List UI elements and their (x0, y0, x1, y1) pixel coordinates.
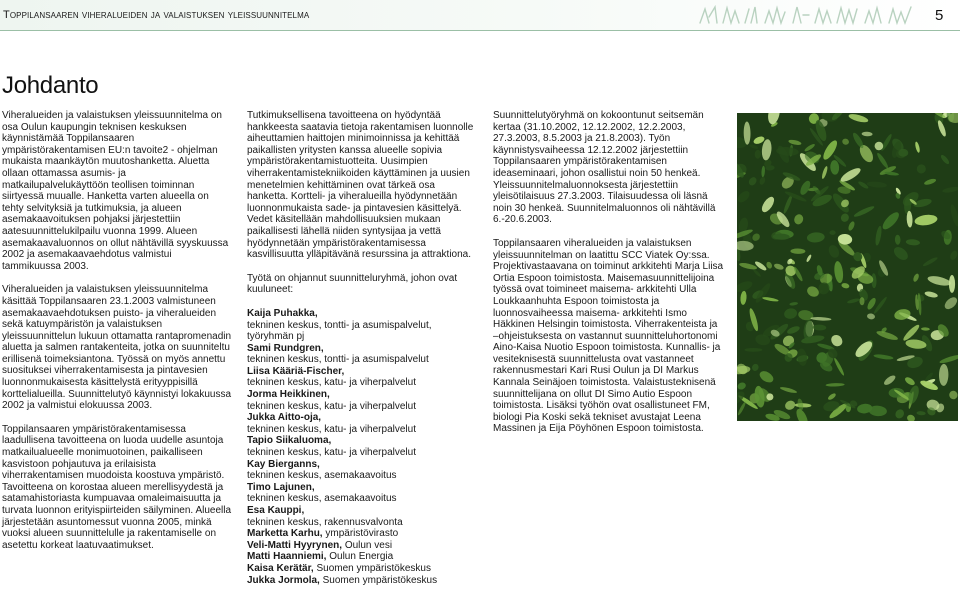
member-name: Timo Lajunen, (247, 481, 315, 493)
text-column-2 (247, 110, 477, 586)
page-number: 5 (935, 7, 944, 24)
member-name: Esa Kauppi, (247, 505, 305, 516)
member-name: Kaisa Kerätär, (247, 562, 314, 574)
text-column-3 (493, 110, 724, 447)
group-member (247, 482, 477, 505)
group-member-list (247, 308, 477, 586)
member-role: tekninen keskus, katu- ja viherpalvelut (247, 400, 416, 412)
group-member (247, 505, 477, 528)
member-name: Jukka Aitto-oja, (247, 412, 322, 424)
running-title: Toppilansaaren viheralueiden ja valaistuksen yleissuunnitelma (3, 9, 310, 21)
member-role: Oulun Energia (329, 551, 394, 563)
group-member (247, 540, 477, 552)
group-member (247, 551, 477, 563)
text-column-1 (2, 110, 233, 563)
page-header (0, 0, 960, 31)
handwriting-logo (695, 3, 925, 29)
paragraph: Suunnittelutyöryhmä on kokoontunut seitsemän kertaa (31.10.2002, 12.12.2002, 12.2.2003, 27.3.2003, 8.5.2003 ja 21.8.2003). Työn käynnistysvaiheessa 12.12.2002 järjestettiin Toppilansaaren ympäristörakentamisen ideaseminaari, johon osallistui noin 50 henkeä. Yleissuunnitelmaluonnoksesta järjestettiin yleisötilaisuus 27.3.2003. Tilaisuudessa oli läsnä noin 30 henkeä. Suunnitelmaluonnos oli nähtävillä 6.-20.6.2003. (493, 110, 716, 226)
member-role: tekninen keskus, katu- ja viherpalvelut (247, 447, 416, 459)
member-name: Jukka Jormola, (247, 574, 320, 586)
member-name: Matti Haanniemi, (247, 551, 327, 563)
member-role: ympäristövirasto (325, 528, 399, 540)
paragraph: Viheralueiden ja valaistuksen yleissuunnitelma käsittää Toppilansaaren 23.1.2003 valmistuneen asemakaavaehdotuksen puisto- ja viheralueiden sekä katuympäristön ja valaistuksen yleissuunnittelun lukuun ottamatta rantapromenadin aluetta ja salmen rantakenteita, jotka on suunniteltu erillisenä toimeksiantona. Työssä on myös annettu suosituksei viherrakentamisesta ja pintavesien luonnonmukaisesta käsittelystä erityyppisillä korttelialueilla. Suunnittelutyö käynnistyi lokakuussa 2002 ja valmistui elokuussa 2003. (2, 284, 232, 412)
member-role: tekninen keskus, katu- ja viherpalvelut (247, 377, 416, 389)
foliage-photo (737, 113, 958, 421)
member-name: Jorma Heikkinen, (247, 389, 330, 401)
member-name: Kay Bierganns, (247, 458, 320, 470)
group-member (247, 412, 477, 435)
member-role: Oulun vesi (344, 539, 393, 551)
chapter-title: Johdanto (2, 72, 99, 99)
member-role: Suomen ympäristökeskus (322, 574, 438, 586)
paragraph: Toppilansaaren viheralueiden ja valaistuksen yleissuunnitelman on laatittu SCC Viatek Oy:ssa. Projektivastaavana on toiminut arkkitehti Marja Liisa Ortia Espoon toimistosta. Maisemasuunnittelijoina työssä ovat toimineet maisema- arkkitehti Ulla Loukkaanhuhta Espoon toimistosta ja luonnosvaiheessa maisema- arkkitehti Ismo Häkkinen Helsingin toimistosta. Viherrakenteista ja –ohjeistuksesta on vastannut suunnitteluhortonomi Aino-Kaisa Nuotio Espoon toimistosta. Kunnallis- ja vesiteknisestä suunnittelusta ovat vastanneet rakennusmestari Kari Rusi Oulun ja DI Markus Kannala Seinäjoen toimistosta. Valaistusteknisenä suunnittelijana on ollut DI Simo Autio Espoon toimistosta. Lisäksi työhön ovat osallistuneet FM, biologi Pia Koski sekä tekniset avustajat Leena Massinen ja Eija Pöyhönen Espoon toimistosta. (493, 237, 724, 435)
member-name: Veli-Matti Hyyrynen, (247, 539, 343, 551)
group-member (247, 435, 477, 458)
member-role: tekninen keskus, asemakaavoitus (247, 470, 397, 482)
paragraph: Toppilansaaren ympäristörakentamisessa laadullisena tavoitteena on luoda uudelle asuntoja matkailualueelle monimuotoinen, paikalliseen kasvistoon pohjautuva ja erilaisista viherrakentamisen muodoista koostuva ympäristö. Tavoitteena on korostaa alueen merellisyydestä ja satamahistoriasta kumpuavaa omaleimaisuutta ja turvata luonnon erityispiirteiden säilyminen. Alueella järjestetään asuntomessut vuonna 2005, minkä vuoksi alueen suunnittelulle ja rakentamiselle on asetettu korkeat laatuvaatimukset. (2, 423, 232, 551)
group-member (247, 459, 477, 482)
member-name: Sami Rundgren, (247, 342, 324, 354)
member-role: tekninen keskus, asemakaavoitus (247, 493, 397, 505)
member-role: tekninen keskus, rakennusvalvonta (247, 516, 403, 528)
member-role: tekninen keskus, katu- ja viherpalvelut (247, 423, 416, 435)
group-member (247, 528, 477, 540)
group-member (247, 343, 477, 366)
member-role: Suomen ympäristökeskus (316, 562, 431, 574)
member-name: Marketta Karhu, (247, 528, 323, 540)
member-role: tekninen keskus, tontti- ja asumispalvelut (247, 354, 429, 366)
member-name: Kaija Puhakka, (247, 307, 318, 319)
member-name: Liisa Kääriä-Fischer, (247, 365, 345, 377)
group-member (247, 308, 477, 343)
group-member (247, 389, 477, 412)
group-member (247, 366, 477, 389)
paragraph: Työtä on ohjannut suunnitteluryhmä, johon ovat kuuluneet: (247, 272, 458, 296)
member-role: tekninen keskus, tontti- ja asumispalvelut, työryhmän pj (247, 319, 432, 343)
paragraph: Viheralueiden ja valaistuksen yleissuunnitelma on osa Oulun kaupungin teknisen keskuksen käynnistämää Toppilansaaren ympäristörakentamisen EU:n tavoite2 - ohjelman mukaista maankäytön muutoshanketta. Aluetta ollaan ottamassa asumis- ja matkailupalvelukäyttöön teollisen toiminnan siirtyessä muualle. Hanketta varten alueella on tehty selvityksiä ja tutkimuksia, ja alueen asemakaavoituksen pohjaksi järjestettiin aatesuunnittelukilpailu vuonna 1999. Alueen asemakaavaluonnos on ollut nähtävillä syyskuussa 2002 ja asemakaavaehdotus valmistui tammikuussa 2003. (2, 110, 229, 272)
group-member (247, 575, 477, 587)
paragraph: Tutkimuksellisena tavoitteena on hyödyntää hankkeesta saatavia tietoja rakentamisen luonnolle aiheuttamien haittojen minimoinnissa ja kehittää paikallisten yritysten kanssa alueelle sopivia ympäristörakentamistuotteita. Uusimpien viherrakentamistekniikoiden käyttäminen ja uusien menetelmien kehittäminen ovat tärkeä osa hanketta. Kortteli- ja viheralueilla hyödynnetään luonnonmukaista sade- ja pintavesien käsittelyä. Vedet käsitellään mahdollisuuksien mukaan paikallisesti lähellä niiden syntysijaa ja vettä hyödynnetään ympäristörakentamisessa kasvillisuutta ylläpitävänä resurssina ja attraktiona. (247, 110, 474, 261)
group-member (247, 563, 477, 575)
member-name: Tapio Siikaluoma, (247, 435, 332, 447)
